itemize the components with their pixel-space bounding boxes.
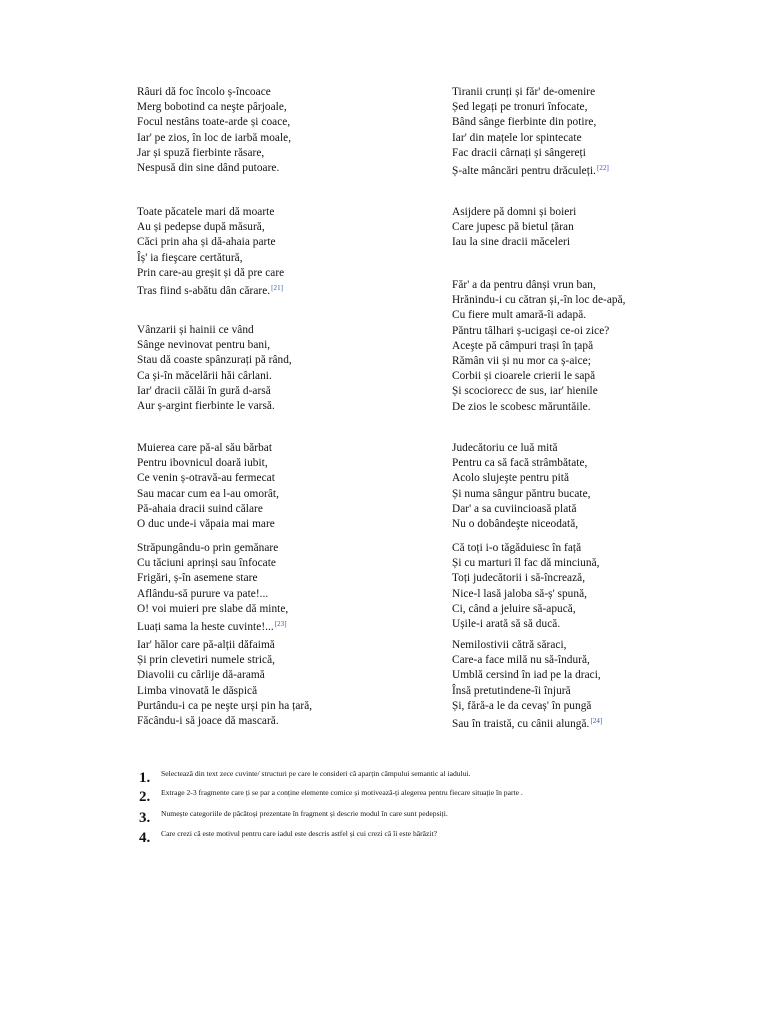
- stanza: [452, 441, 752, 532]
- verse-line: [452, 161, 752, 179]
- verse-line: Limba vinovată le dăspică: [137, 684, 258, 697]
- verse-line: Nespusă din sine dând putoare.: [137, 162, 280, 175]
- verse-line: Ușile-i arată să să ducă.: [452, 618, 561, 631]
- verse-line: Ce venin ș-otravă-au fermecat: [137, 472, 275, 485]
- verse-line: Nu o dobândeşte niceodată,: [452, 518, 579, 531]
- verse-line: O duc unde-i văpaia mai mare: [137, 518, 275, 531]
- verse-text: Tras fiind s-abătu dân cărare.: [137, 285, 271, 298]
- verse-line: Râuri dă foc încolo ș-încoace: [137, 86, 271, 98]
- stanza: [452, 85, 752, 179]
- verse-line: Care jupesc pă bietul țăran: [452, 221, 574, 234]
- verse-line: Iar' pe zios, în loc de iarbă moale,: [137, 131, 292, 144]
- verse-line: Frigări, ș-în asemene stare: [137, 572, 258, 585]
- verse-line: Corbii și cioarele crierii le sapă: [452, 370, 596, 383]
- stanza: [137, 541, 437, 635]
- footnote-ref[interactable]: [23]: [274, 620, 287, 629]
- verse-line: Umblă cersind în iad pe la draci,: [452, 669, 601, 682]
- verse-line: Că toți i-o tăgăduiesc în față: [452, 542, 582, 554]
- question-number: 2.: [139, 789, 151, 805]
- verse-line: Focul nestâns toate-arde și coace,: [137, 116, 291, 129]
- stanza: [137, 85, 437, 176]
- verse-line: Și prin clevetiri numele strică,: [137, 654, 276, 667]
- stanza: [137, 323, 437, 414]
- verse-line: Care-a face milă nu să-îndură,: [452, 654, 590, 667]
- verse-line: [452, 714, 752, 732]
- verse-line: Au și pedepse după măsură,: [137, 221, 265, 234]
- verse-text: Sau în traistă, cu cânii alungă.: [452, 718, 590, 731]
- verse-line: Pentru ca să facă strâmbătate,: [452, 457, 588, 470]
- verse-line: Rămân vii și nu mor ca ș-aice;: [452, 355, 591, 368]
- verse-line: Dar' a sa cuviincioasă plată: [452, 502, 577, 515]
- stanza: [137, 638, 437, 729]
- verse-line: Îș' ia fieşcare certătură,: [137, 251, 243, 264]
- verse-line: Aflându-să purure va pate!...: [137, 587, 269, 600]
- verse-line: Judecătoriu ce luă mită: [452, 442, 558, 454]
- verse-line: Iau la sine dracii măceleri: [452, 236, 571, 249]
- verse-line: Șed legați pe tronuri înfocate,: [452, 101, 588, 114]
- question-number: 4.: [139, 830, 151, 846]
- verse-line: Iar' dracii călăi în gură d-arsă: [137, 384, 271, 397]
- verse-line: Străpungându-o prin gemănare: [137, 542, 279, 554]
- footnote-ref[interactable]: [22]: [597, 164, 609, 173]
- verse-line: Însă pretutindene-îi înjură: [452, 684, 571, 697]
- verse-line: Toate păcatele mari dă moarte: [137, 206, 275, 218]
- question-number: 1.: [139, 770, 151, 786]
- verse-line: Păntru tâlhari ș-ucigași ce-oi zice?: [452, 324, 610, 337]
- verse-line: Bând sânge fierbinte din potire,: [452, 116, 597, 129]
- verse-line: Ci, când a jeluire să-apucă,: [452, 602, 576, 615]
- verse-line: Iar' din mațele lor spintecate: [452, 131, 582, 144]
- verse-line: Asijdere pă domni și boieri: [452, 206, 577, 218]
- verse-line: Purtându-i ca pe neşte urși pin ha țară,: [137, 699, 313, 712]
- verse-line: Și, fără-a le da cevaș' în pungă: [452, 699, 592, 712]
- verse-line: Și cu marturi îl fac dă minciună,: [452, 557, 600, 570]
- verse-line: Aceşte pă câmpuri trași în țapă: [452, 339, 594, 352]
- stanza: [452, 541, 752, 632]
- verse-line: Căci prin aha și dă-ahaia parte: [137, 236, 276, 249]
- verse-line: Merg bobotind ca neşte pârjoale,: [137, 101, 287, 114]
- verse-line: Hrănindu-i cu cătran și,-în loc de-apă,: [452, 294, 626, 307]
- stanza: [452, 205, 752, 251]
- verse-line: Acolo slujeşte pentru pită: [452, 472, 570, 485]
- verse-line: Ca și-în măcelării hăi cârlani.: [137, 369, 272, 382]
- verse-line: Și scociorесc de sus, iar' hienile: [452, 385, 598, 398]
- question-text: Numește categoriile de păcătoși prezentate în fragment și descrie modul în care sunt pedepsiți.: [161, 809, 448, 818]
- footnote-ref[interactable]: [24]: [590, 717, 603, 726]
- verse-line: Cu tăciuni aprinși sau înfocate: [137, 557, 276, 570]
- verse-line: O! voi muieri pre slabe dă minte,: [137, 602, 289, 615]
- verse-line: Aur ș-argint fierbinte le varsă.: [137, 400, 275, 413]
- question-number: 3.: [139, 810, 151, 826]
- verse-line: Sânge nevinovat pentru bani,: [137, 339, 271, 352]
- verse-line: Diavolii cu cârlije dă-aramă: [137, 669, 265, 682]
- verse-line: Jar și spuză fierbinte răsare,: [137, 146, 265, 159]
- verse-line: Pă-ahaia dracii suind călare: [137, 502, 263, 515]
- question-text: Care crezi că este motivul pentru care iadul este descris astfel și cui crezi că îi este hărăzit?: [161, 829, 437, 838]
- stanza: [452, 638, 752, 732]
- verse-line: Iar' hălor care pă-alții dăfaimă: [137, 639, 275, 651]
- verse-line: Cu fiere mult amară-îi adapă.: [452, 309, 587, 322]
- verse-line: Pentru ibovnicul doară iubit,: [137, 457, 268, 470]
- verse-line: Toți judecătorii i să-încrează,: [452, 572, 586, 585]
- verse-line: Muierea care pă-al său bărbat: [137, 442, 273, 454]
- verse-line: [137, 617, 437, 635]
- verse-line: De zios le scobesc măruntăile.: [452, 400, 591, 413]
- verse-line: Sau macar cum ea l-au omorât,: [137, 487, 279, 500]
- stanza: [452, 278, 752, 415]
- verse-text: Luați sama la heste cuvinte!...: [137, 621, 274, 634]
- verse-text: Ș-alte mâncări pentru drăculeți.: [452, 165, 597, 178]
- verse-line: Făcându-i să joace dă mascară.: [137, 715, 279, 728]
- verse-line: Făr' a da pentru dânși vrun ban,: [452, 279, 596, 291]
- verse-line: Tiranii crunți și făr' de-omenire: [452, 86, 596, 98]
- verse-line: Stau dă coaste spânzurați pă rând,: [137, 354, 292, 367]
- verse-line: Prin care-au greșit și dă pre care: [137, 266, 285, 279]
- verse-line: Nice-l lasă jaloba să-ș' spună,: [452, 587, 588, 600]
- verse-line: [137, 281, 437, 299]
- question-text: Selectează din text zece cuvinte/ structuri pe care le consideri că aparțin câmpului semantic al iadului.: [161, 769, 471, 778]
- verse-line: Și numa sângur păntru bucate,: [452, 487, 591, 500]
- footnote-ref[interactable]: [21]: [271, 284, 284, 293]
- question-text: Extrage 2-3 fragmente care ți se par a conține elemente comice și motivează-ți alegerea pentru fiecare situație în parte .: [161, 788, 523, 797]
- verse-line: Fac dracii cârnați și sângereți: [452, 146, 586, 159]
- verse-line: Nemilostivii cătră săraci,: [452, 639, 567, 651]
- verse-line: Vânzarii și hainii ce vând: [137, 324, 254, 336]
- stanza: [137, 205, 437, 299]
- stanza: [137, 441, 437, 532]
